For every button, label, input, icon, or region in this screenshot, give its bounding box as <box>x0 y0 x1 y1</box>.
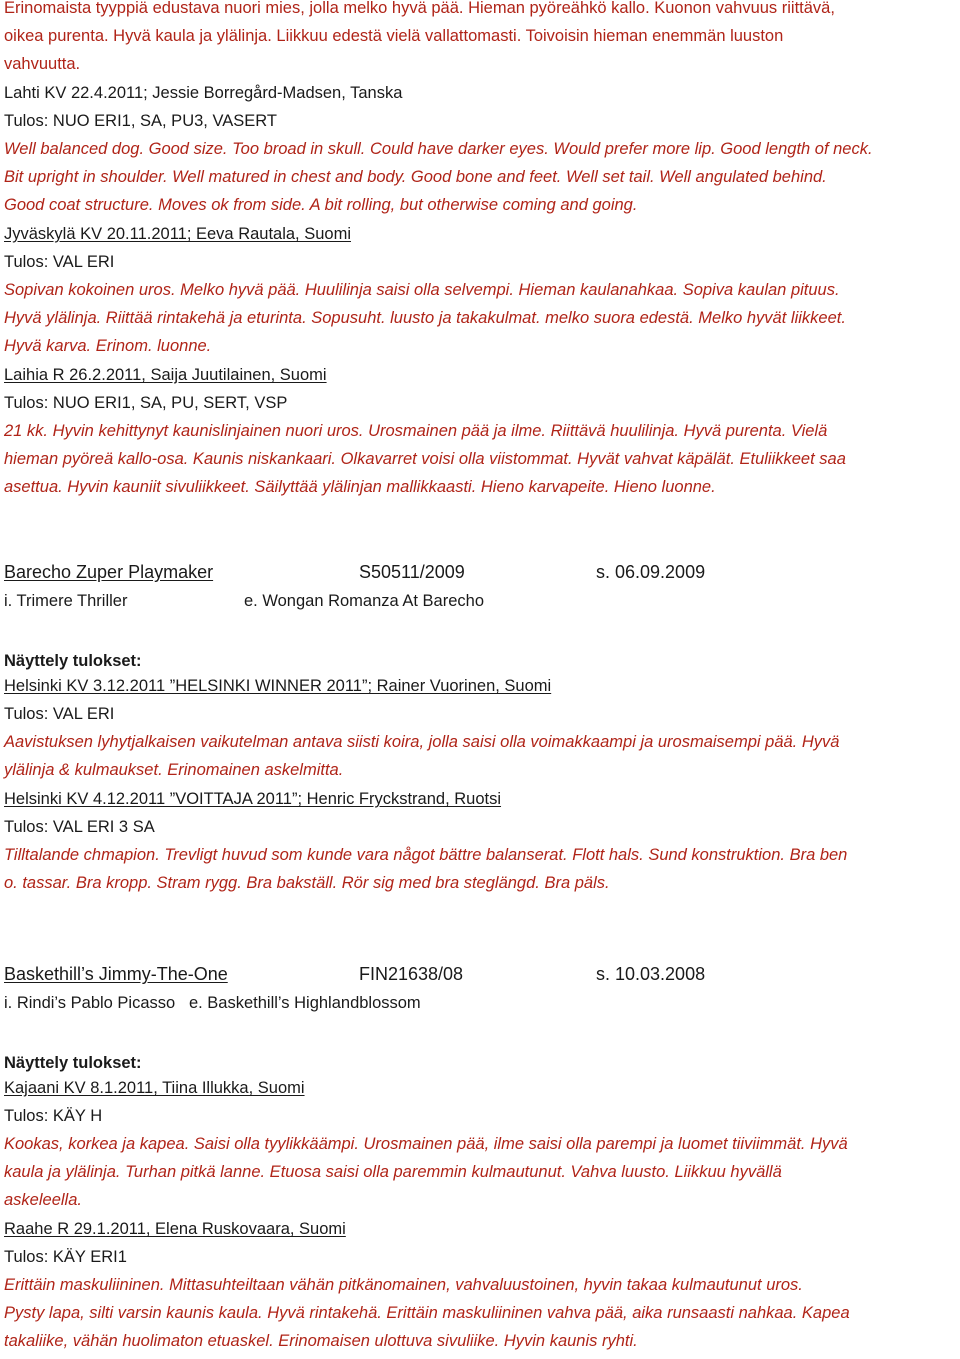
critique-line: Aavistuksen lyhytjalkaisen vaikutelman antava siisti koira, jolla saisi olla voimakkaampi ja urosmaisempi pää. Hyvä <box>4 733 840 751</box>
dog-registration: S50511/2009 <box>359 562 465 582</box>
intro-critique-line: vahvuutta. <box>4 55 81 73</box>
critique-line: Well balanced dog. Good size. Too broad in skull. Could have darker eyes. Would prefer more lip. Good length of neck. <box>4 140 873 158</box>
show-event: Lahti KV 22.4.2011; Jessie Borregård-Madsen, Tanska <box>4 84 403 102</box>
show-event: Kajaani KV 8.1.2011, Tiina Illukka, Suomi <box>4 1079 305 1097</box>
show-event: Jyväskylä KV 20.11.2011; Eeva Rautala, Suomi <box>4 225 351 243</box>
critique-line: Kookas, korkea ja kapea. Saisi olla tyylikkäämpi. Urosmainen pää, ilme saisi olla parempi ja luomet tiiviimmät. Hyvä <box>4 1135 848 1153</box>
critique-line: ylälinja & kulmaukset. Erinomainen askelmitta. <box>4 761 344 779</box>
critique-line: Hyvä ylälinja. Riittää rintakehä ja eturinta. Sopusuht. luusto ja takakulmat. melko suora edestä. Melko hyvät liikkeet. <box>4 309 846 327</box>
critique-line: Bit upright in shoulder. Well matured in chest and body. Good bone and feet. Well set tail. Well angulated behind. <box>4 168 827 186</box>
show-result: Tulos: NUO ERI1, SA, PU3, VASERT <box>4 112 277 130</box>
show-event: Raahe R 29.1.2011, Elena Ruskovaara, Suomi <box>4 1220 346 1238</box>
critique-line: Pysty lapa, silti varsin kaunis kaula. Hyvä rintakehä. Erittäin maskuliininen vahva pää, aika runsaasti nahkaa. Kapea <box>4 1304 850 1322</box>
show-result: Tulos: VAL ERI 3 SA <box>4 818 155 836</box>
dog-birthdate: s. 06.09.2009 <box>596 562 706 582</box>
intro-critique-line: oikea purenta. Hyvä kaula ja ylälinja. Liikkuu edestä vielä vallattomasti. Toivoisin hieman enemmän luuston <box>4 27 784 45</box>
critique-line: Erittäin maskuliininen. Mittasuhteiltaan vähän pitkänomainen, vahvaluustoinen, hyvin takaa kulmautunut uros. <box>4 1276 803 1294</box>
critique-line: Hyvä karva. Erinom. luonne. <box>4 337 212 355</box>
shows-heading: Näyttely tulokset: <box>4 652 142 670</box>
dog-registration: FIN21638/08 <box>359 964 464 984</box>
critique-line: 21 kk. Hyvin kehittynyt kaunislinjainen nuori uros. Urosmainen pää ja ilme. Riittävä huulilinja. Hyvä purenta. Vielä <box>4 422 828 440</box>
critique-line: Sopivan kokoinen uros. Melko hyvä pää. Huulilinja saisi olla selvempi. Hieman kaulanahkaa. Sopiva kaulan pituus. <box>4 281 840 299</box>
dog-dam: e. Wongan Romanza At Barecho <box>244 592 485 610</box>
show-result: Tulos: KÄY ERI1 <box>4 1248 127 1266</box>
dog-parents: i. Rindi’s Pablo Picasso e. Baskethill’s Highlandblossom <box>4 994 421 1012</box>
show-result: Tulos: VAL ERI <box>4 705 115 723</box>
critique-line: asettua. Hyvin kauniit sivuliikkeet. Säilyttää ylälinjan mallikkaasti. Hieno karvapeite. Hieno luonne. <box>4 478 716 496</box>
critique-line: hieman pyöreä kallo-osa. Kaunis niskankaari. Olkavarret voisi olla viistommat. Hyvät vahvat käpälät. Etuliikkeet saa <box>4 450 846 468</box>
show-event: Helsinki KV 3.12.2011 ”HELSINKI WINNER 2011”; Rainer Vuorinen, Suomi <box>4 677 552 695</box>
critique-line: takaliike, vähän huolimaton etuaskel. Erinomaisen ulottuva sivuliike. Hyvin kaunis ryhti. <box>4 1332 638 1350</box>
show-result: Tulos: KÄY H <box>4 1107 103 1125</box>
critique-line: o. tassar. Bra kropp. Stram rygg. Bra bakställ. Rör sig med bra steglängd. Bra päls. <box>4 874 610 892</box>
dog-name: Baskethill’s Jimmy-The-One <box>4 964 228 984</box>
show-event: Laihia R 26.2.2011, Saija Juutilainen, Suomi <box>4 366 327 384</box>
critique-line: kaula ja ylälinja. Turhan pitkä lanne. Etuosa saisi olla paremmin kulmautunut. Vahva luusto. Liikkuu hyvällä <box>4 1163 782 1181</box>
dog-name: Barecho Zuper Playmaker <box>4 562 214 582</box>
show-event: Helsinki KV 4.12.2011 ”VOITTAJA 2011”; Henric Fryckstrand, Ruotsi <box>4 790 502 808</box>
show-result: Tulos: NUO ERI1, SA, PU, SERT, VSP <box>4 394 288 412</box>
dog-sire: i. Trimere Thriller <box>4 592 128 610</box>
shows-heading: Näyttely tulokset: <box>4 1054 142 1072</box>
dog-birthdate: s. 10.03.2008 <box>596 964 706 984</box>
critique-line: askeleella. <box>4 1191 82 1209</box>
critique-line: Tilltalande chmapion. Trevligt huvud som kunde vara något bättre balanserat. Flott hals. Sund konstruktion. Bra ben <box>4 846 848 864</box>
critique-line: Good coat structure. Moves ok from side. A bit rolling, but otherwise coming and going. <box>4 196 638 214</box>
intro-critique-line: Erinomaista tyyppiä edustava nuori mies, jolla melko hyvä pää. Hieman pyöreähkö kallo. Kuonon vahvuus riittävä, <box>4 0 835 17</box>
show-result: Tulos: VAL ERI <box>4 253 115 271</box>
